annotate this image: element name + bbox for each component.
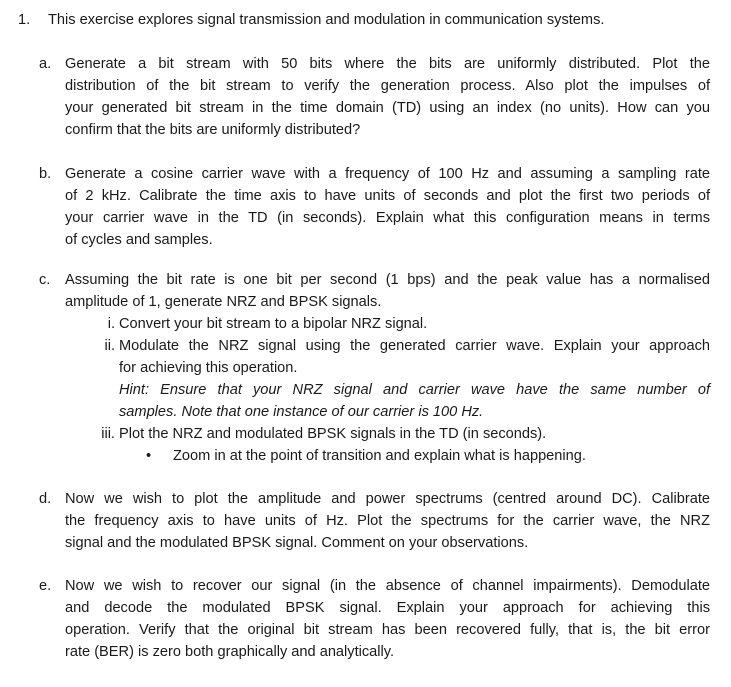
subitem-ii-number: ii. xyxy=(104,338,115,354)
part-e-line: operation. Verify that the original bit stream has been recovered fully, that is, the bit error xyxy=(65,622,710,638)
subitem-ii-line: Modulate the NRZ signal using the generated carrier wave. Explain your approach xyxy=(119,338,710,354)
bullet-dot-icon: • xyxy=(146,448,152,464)
part-e-line: Now we wish to recover our signal (in the absence of channel impairments). Demodulate xyxy=(65,578,710,594)
part-d-line: signal and the modulated BPSK signal. Comment on your observations. xyxy=(65,535,529,551)
part-c-line: Assuming the bit rate is one bit per second (1 bps) and the peak value has a normalised xyxy=(65,272,710,288)
part-c-text xyxy=(65,269,710,313)
part-b xyxy=(30,163,710,251)
part-c xyxy=(30,269,710,467)
part-d-line: Now we wish to plot the amplitude and power spectrums (centred around DC). Calibrate xyxy=(65,491,710,507)
part-e-text xyxy=(65,575,710,663)
part-e-line: and decode the modulated BPSK signal. Explain your approach for achieving this xyxy=(65,600,710,616)
part-b-letter: b. xyxy=(39,166,52,182)
subitem-ii xyxy=(65,335,710,423)
subitem-iii xyxy=(65,423,710,445)
part-a-line: your generated bit stream in the time domain (TD) using an index (no units). How can you xyxy=(65,100,710,116)
part-d-line: the frequency axis to have units of Hz. Plot the spectrums for the carrier wave, the NRZ xyxy=(65,513,710,529)
subitem-i-number: i. xyxy=(107,316,115,332)
question-number: 1. xyxy=(18,12,31,28)
part-a-line: confirm that the bits are uniformly distributed? xyxy=(65,122,361,138)
part-a-text xyxy=(65,53,710,141)
subitem-ii-hint-line: Hint: Ensure that your NRZ signal and carrier wave have the same number of xyxy=(119,382,710,398)
bullet-text: Zoom in at the point of transition and explain what is happening. xyxy=(173,448,586,464)
part-c-letter: c. xyxy=(39,272,51,288)
part-d-text xyxy=(65,488,710,554)
part-b-line: of cycles and samples. xyxy=(65,232,213,248)
part-a-letter: a. xyxy=(39,56,52,72)
subitem-ii-hint-line: samples. Note that one instance of our carrier is 100 Hz. xyxy=(119,404,484,420)
subitem-iii-bullet xyxy=(146,445,710,467)
part-e-line: rate (BER) is zero both graphically and analytically. xyxy=(65,644,395,660)
subitem-iii-number: iii. xyxy=(101,426,115,442)
subitem-ii-line: for achieving this operation. xyxy=(119,360,298,376)
part-a xyxy=(30,53,710,141)
part-b-line: your carrier wave in the TD (in seconds). Explain what this configuration means in terms xyxy=(65,210,710,226)
part-c-line: amplitude of 1, generate NRZ and BPSK signals. xyxy=(65,294,382,310)
part-e xyxy=(30,575,710,663)
part-b-line: Generate a cosine carrier wave with a frequency of 100 Hz and assuming a sampling rate xyxy=(65,166,710,182)
part-d xyxy=(30,488,710,554)
subitem-i-line: Convert your bit stream to a bipolar NRZ signal. xyxy=(119,316,428,332)
question-heading xyxy=(18,9,604,31)
subitem-iii-line: Plot the NRZ and modulated BPSK signals in the TD (in seconds). xyxy=(119,426,547,442)
subitem-i xyxy=(65,313,710,335)
part-d-letter: d. xyxy=(39,491,52,507)
part-b-line: of 2 kHz. Calibrate the time axis to have units of seconds and plot the first two periods of xyxy=(65,188,710,204)
part-e-letter: e. xyxy=(39,578,52,594)
part-b-text xyxy=(65,163,710,251)
question-intro: This exercise explores signal transmission and modulation in communication systems. xyxy=(48,12,605,28)
part-a-line: distribution of the bit stream to verify the generation process. Also plot the impulses of xyxy=(65,78,710,94)
part-a-line: Generate a bit stream with 50 bits where the bits are uniformly distributed. Plot the xyxy=(65,56,710,72)
